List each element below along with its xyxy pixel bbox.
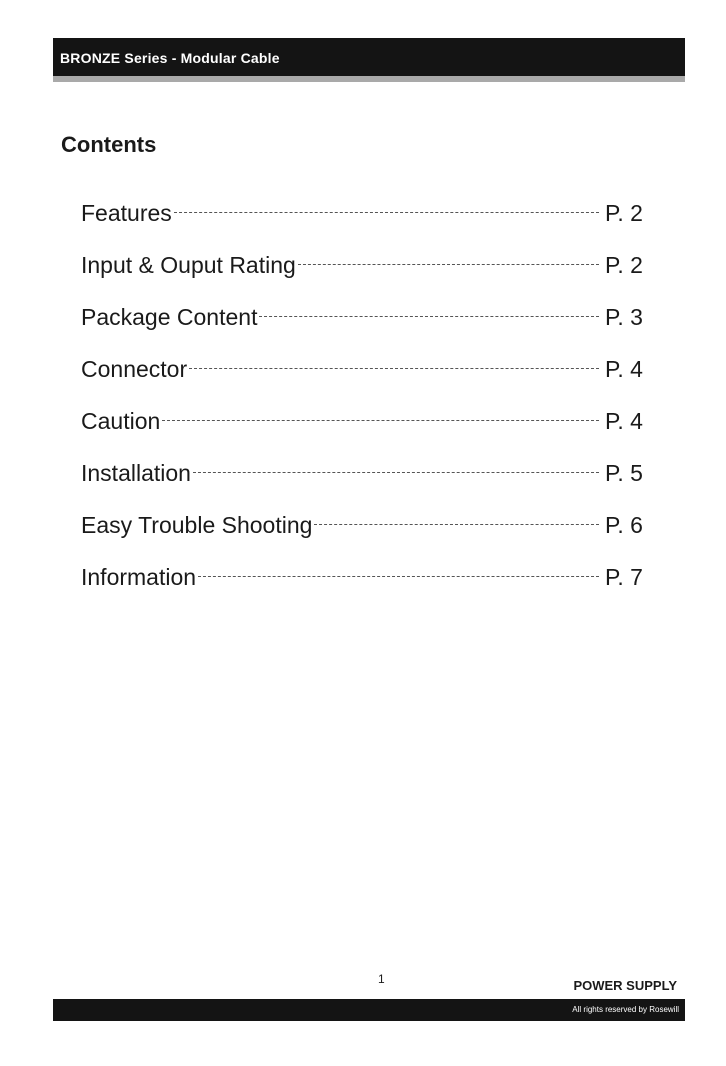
table-of-contents	[81, 200, 647, 616]
toc-entry-easy-trouble-shooting[interactable]	[81, 512, 647, 564]
page-number: 1	[378, 972, 385, 986]
toc-entry-caution[interactable]	[81, 408, 647, 460]
footer-product-label: POWER SUPPLY	[573, 978, 677, 993]
toc-entry-title: Connector	[81, 356, 188, 382]
dotted-leader	[298, 264, 599, 265]
dotted-leader	[174, 212, 599, 213]
toc-entry-page: P. 7	[605, 564, 643, 590]
toc-entry-connector[interactable]	[81, 356, 647, 408]
toc-entry-title: Installation	[81, 460, 191, 486]
toc-entry-page: P. 2	[605, 200, 643, 226]
contents-heading: Contents	[61, 132, 157, 157]
toc-entry-page: P. 5	[605, 460, 643, 486]
dotted-leader	[162, 420, 599, 421]
toc-entry-features[interactable]	[81, 200, 647, 252]
toc-entry-title: Easy Trouble Shooting	[81, 512, 313, 538]
toc-entry-package-content[interactable]	[81, 304, 647, 356]
toc-entry-title: Input & Ouput Rating	[81, 252, 296, 278]
toc-entry-installation[interactable]	[81, 460, 647, 512]
toc-entry-title: Information	[81, 564, 197, 590]
toc-entry-page: P. 3	[605, 304, 643, 330]
header-accent-line	[53, 76, 685, 82]
toc-entry-page: P. 6	[605, 512, 643, 538]
toc-entry-title: Caution	[81, 408, 161, 434]
dotted-leader	[193, 472, 599, 473]
dotted-leader	[189, 368, 599, 369]
toc-entry-page: P. 2	[605, 252, 643, 278]
dotted-leader	[314, 524, 599, 525]
toc-entry-title: Package Content	[81, 304, 258, 330]
toc-entry-input-output-rating[interactable]	[81, 252, 647, 304]
toc-entry-page: P. 4	[605, 408, 643, 434]
toc-entry-information[interactable]	[81, 564, 647, 616]
header-title: BRONZE Series - Modular Cable	[60, 50, 280, 66]
dotted-leader	[198, 576, 599, 577]
dotted-leader	[259, 316, 599, 317]
toc-entry-page: P. 4	[605, 356, 643, 382]
footer-copyright: All rights reserved by Rosewill	[572, 1005, 679, 1014]
toc-entry-title: Features	[81, 200, 172, 226]
